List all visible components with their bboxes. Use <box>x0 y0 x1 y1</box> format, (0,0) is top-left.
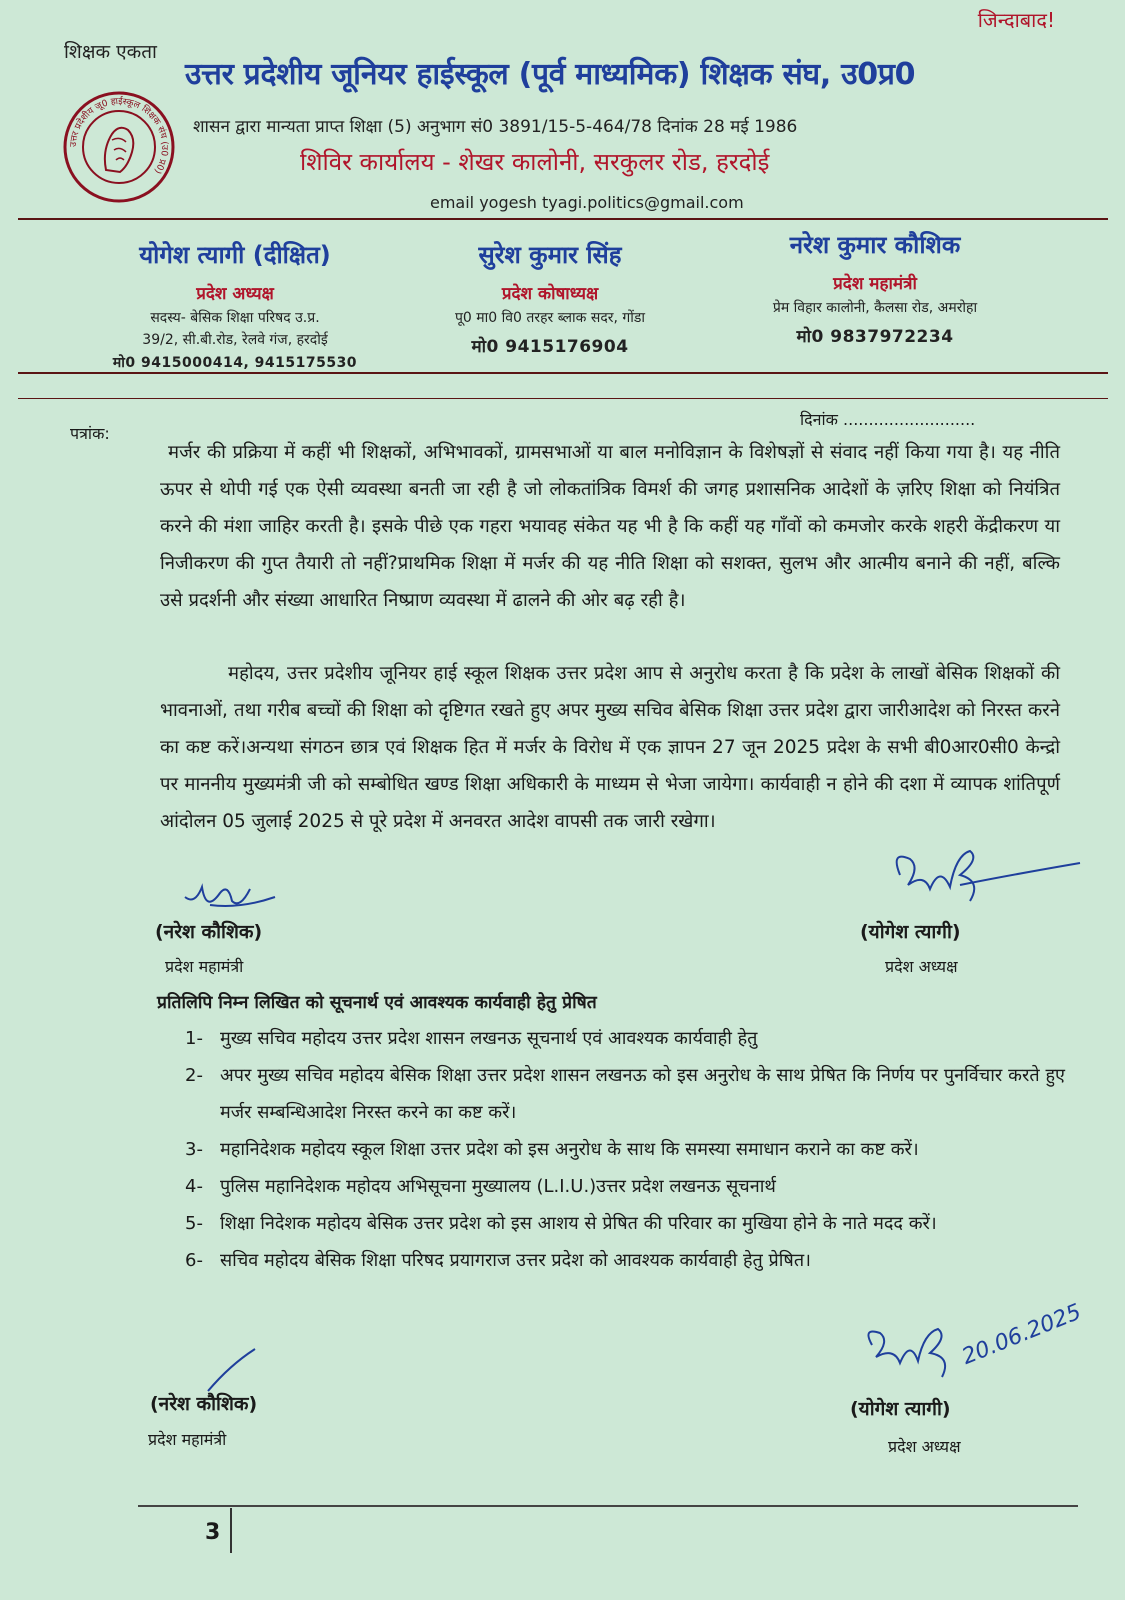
copy-list-item <box>185 1242 1065 1279</box>
dinank-label: दिनांक .......................... <box>800 410 976 429</box>
letter-paragraph-1: मर्जर की प्रक्रिया में कहीं भी शिक्षकों, अभिभावकों, ग्रामसभाओं या बाल मनोविज्ञान के विशेषज्ञों से संवाद नहीं किया गया है। यह नीति ऊपर से थोपी गई एक ऐसी व्यवस्था बनती जा रही है जो लोकतांत्रिक विमर्श की जगह प्रशासनिक आदेशों के ज़रिए शिक्षा को नियंत्रित करने की मंशा जाहिर करती है। इसके पीछे एक गहरा भयावह संकेत यह भी है कि कहीं यह गाँवों को कमजोर करके शहरी केंद्रीकरण या निजीकरण की गुप्त तैयारी तो नहीं?प्राथमिक शिक्षा में मर्जर की यह नीति शिक्षा को सशक्त, सुलभ और आत्मीय बनाने की नहीं, बल्कि उसे प्रदर्शनी और संख्या आधारित निष्प्राण व्यवस्था में ढालने की ओर बढ़ रही है। <box>160 442 1060 611</box>
recognition-line: शासन द्वारा मान्यता प्राप्त शिक्षा (5) अनुभाग सं0 3891/15-5-464/78 दिनांक 28 मई 1986 <box>193 117 798 137</box>
copy-heading: प्रतिलिपि निम्न लिखित को सूचनार्थ एवं आवश्यक कार्यवाही हेतु प्रेषित <box>157 993 597 1013</box>
officer-address-line: प्रेम विहार कालोनी, कैलसा रोड, अमरोहा <box>772 300 978 316</box>
seal-text: उत्तर प्रदेशीय जू0 हाईस्कूल शिक्षक संघ (उ0 प्र0) <box>68 96 170 176</box>
copy-item-number: 2- <box>185 1065 203 1086</box>
letter-paragraph-2: महोदय, उत्तर प्रदेशीय जूनियर हाई स्कूल शिक्षक उत्तर प्रदेश आप से अनुरोध करता है कि प्रदेश के लाखों बेसिक शिक्षकों की भावनाओं, तथा गरीब बच्चों की शिक्षा को दृष्टिगत रखते हुए अपर मुख्य सचिव बेसिक शिक्षा उत्तर प्रदेश द्वारा जारीआदेश को निरस्त करने का कष्ट करें।अन्यथा संगठन छात्र एवं शिक्षक हित में मर्जर के विरोध में एक ज्ञापन 27 जून 2025 प्रदेश के सभी बी0आर0सी0 केन्द्रो पर माननीय मुख्यमंत्री जी को सम्बोधित खण्ड शिक्षा अधिकारी के माध्यम से भेजा जायेगा। कार्यवाही न होने की दशा में व्यापक शांतिपूर्ण आंदोलन 05 जुलाई 2025 से पूरे प्रदेश में अनवरत आदेश वापसी तक जारी रखेगा। <box>160 663 1060 832</box>
signer-left-post: प्रदेश महामंत्री <box>165 957 244 976</box>
copy-list <box>185 1020 1065 1279</box>
signer-right-name: (योगेश त्यागी) <box>860 921 961 943</box>
signer2-left-name: (नरेश कौशिक) <box>150 1393 258 1415</box>
officer-post: प्रदेश महामंत्री <box>833 274 917 294</box>
zindabad-slogan: जिन्दाबाद! <box>977 8 1055 32</box>
officer-address <box>415 308 685 330</box>
officer-address <box>725 298 1025 320</box>
officers-rule-top <box>18 372 1108 374</box>
copy-list-item <box>185 1057 1065 1131</box>
patrank-label: पत्रांक: <box>70 424 110 443</box>
officer-post: प्रदेश कोषाध्यक्ष <box>501 284 599 304</box>
footer-rule <box>138 1505 1078 1507</box>
officer-mobile: मो0 9415176904 <box>471 336 629 357</box>
organization-seal-icon <box>62 90 176 204</box>
officer-address <box>95 308 375 351</box>
officer-address-line: सदस्य- बेसिक शिक्षा परिषद उ.प्र. <box>150 310 320 326</box>
signer-right-post: प्रदेश अध्यक्ष <box>885 957 958 976</box>
officer-mobile: मो0 9837972234 <box>796 326 954 347</box>
page-number-divider <box>230 1508 232 1553</box>
officer-post: प्रदेश अध्यक्ष <box>196 284 274 304</box>
signature-yogesh-1 <box>890 845 1090 915</box>
officer-address-line: पू0 मा0 वि0 तरहर ब्लाक सदर, गोंडा <box>454 310 646 326</box>
signer2-left-post: प्रदेश महामंत्री <box>148 1430 227 1449</box>
officer-general-secretary <box>725 228 1025 347</box>
signer2-right-post: प्रदेश अध्यक्ष <box>888 1437 961 1456</box>
signer2-right-name: (योगेश त्यागी) <box>850 1398 951 1420</box>
shikshak-ekta-slogan: शिक्षक एकता <box>64 41 157 63</box>
header-rule <box>18 218 1108 220</box>
copy-list-item <box>185 1168 1065 1205</box>
copy-item-text: पुलिस महानिदेशक महोदय अभिसूचना मुख्यालय (L.I.U.)उत्तर प्रदेश लखनऊ सूचनार्थ <box>220 1176 776 1197</box>
handwritten-date: 20.06.2025 <box>958 1299 1085 1370</box>
copy-item-number: 3- <box>185 1139 203 1160</box>
officer-mobile: मो0 9415000414, 9415175530 <box>112 355 358 372</box>
copy-item-number: 1- <box>185 1028 203 1049</box>
signature-naresh-2 <box>200 1345 260 1395</box>
copy-item-number: 5- <box>185 1213 203 1234</box>
copy-item-text: शिक्षा निदेशक महोदय बेसिक उत्तर प्रदेश को इस आशय से प्रेषित की परिवार का मुखिया होने के नाते मदद करें। <box>220 1213 937 1234</box>
camp-office-address: शिविर कार्यालय - शेखर कालोनी, सरकुलर रोड, हरदोई <box>300 148 770 176</box>
officers-rule-bottom <box>18 398 1108 399</box>
copy-list-item <box>185 1020 1065 1057</box>
officer-address-line: 39/2, सी.बी.रोड, रेलवे गंज, हरदोई <box>142 331 328 348</box>
copy-item-number: 4- <box>185 1176 203 1197</box>
copy-list-item <box>185 1205 1065 1242</box>
signer-left-name: (नरेश कौशिक) <box>155 921 263 943</box>
copy-item-text: महानिदेशक महोदय स्कूल शिक्षा उत्तर प्रदेश को इस अनुरोध के साथ कि समस्या समाधान कराने का कष्ट करें। <box>220 1139 919 1160</box>
organization-title: उत्तर प्रदेशीय जूनियर हाईस्कूल (पूर्व माध्यमिक) शिक्षक संघ, उ0प्र0 <box>185 57 916 92</box>
email-address: email yogesh tyagi.politics@gmail.com <box>430 193 744 212</box>
officer-treasurer <box>415 238 685 357</box>
copy-list-item <box>185 1131 1065 1168</box>
officer-president <box>95 238 375 372</box>
officer-name: नरेश कुमार कौशिक <box>789 231 961 259</box>
officer-name: सुरेश कुमार सिंह <box>478 241 622 269</box>
copy-item-text: मुख्य सचिव महोदय उत्तर प्रदेश शासन लखनऊ सूचनार्थ एवं आवश्यक कार्यवाही हेतु <box>220 1028 758 1049</box>
copy-item-text: सचिव महोदय बेसिक शिक्षा परिषद प्रयागराज उत्तर प्रदेश को आवश्यक कार्यवाही हेतु प्रेषित। <box>220 1250 811 1271</box>
copy-item-number: 6- <box>185 1250 203 1271</box>
page-number: 3 <box>205 1520 221 1545</box>
signature-naresh-1 <box>180 875 280 915</box>
officer-name: योगेश त्यागी (दीक्षित) <box>139 241 331 269</box>
copy-item-text: अपर मुख्य सचिव महोदय बेसिक शिक्षा उत्तर प्रदेश शासन लखनऊ को इस अनुरोध के साथ प्रेषित कि निर्णय पर पुनर्विचार करते हुए मर्जर सम्बन्धिआदेश निरस्त करने का कष्ट करें। <box>220 1065 1065 1123</box>
